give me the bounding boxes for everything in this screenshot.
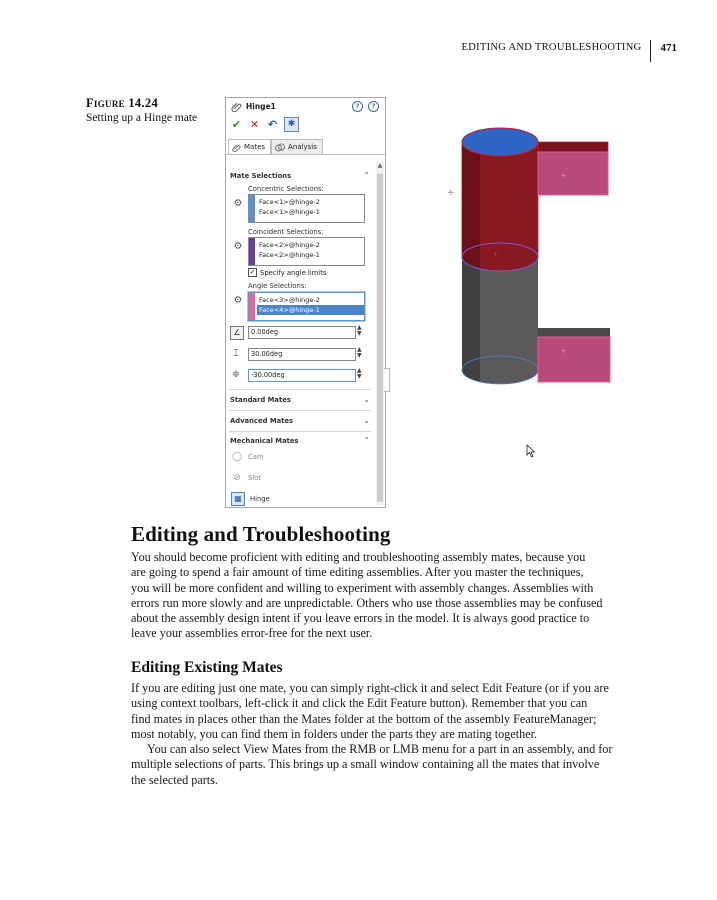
mech-item-label: Cam	[248, 453, 264, 461]
list-item[interactable]: Face<1>@hinge-1	[259, 208, 320, 216]
subsection-heading: Editing Existing Mates	[131, 659, 283, 676]
concentric-mate-icon: ⚙	[233, 198, 243, 209]
mechanical-mates-label: Mechanical Mates	[230, 437, 299, 445]
angle-input[interactable]: 0.00deg	[248, 326, 356, 339]
help-icon[interactable]: ?	[352, 101, 363, 112]
tab-analysis[interactable]	[271, 139, 323, 154]
section-heading: Editing and Troubleshooting	[131, 522, 391, 546]
divider	[229, 389, 371, 390]
list-item[interactable]: Face<3>@hinge-2	[259, 296, 320, 304]
panel-tabs	[228, 139, 323, 154]
max-angle-field-row	[230, 348, 368, 362]
upper-face-marker: +	[561, 173, 567, 180]
text-line: the selected parts.	[131, 772, 218, 787]
text-line: you will be more confident and willing to experiment with assembly changes. Assemblies with	[131, 580, 594, 595]
text-line: about the assembly design intent if you leave errors in the model. It is always good practice to	[131, 611, 590, 626]
lower-face-marker: +	[561, 348, 567, 355]
specify-angle-limits-row[interactable]	[248, 268, 326, 277]
coincident-color-bar	[249, 238, 255, 265]
page-number: 471	[660, 42, 677, 54]
text-line: using context toolbars, left-click it and click the Edit Feature button). Remember that you can	[131, 696, 588, 711]
scroll-up-arrow-icon[interactable]: ▲	[377, 162, 383, 169]
mouse-cursor-icon	[526, 444, 536, 458]
text-line: You can also select View Mates from the RMB or LMB menu for a part in an assembly, and for	[147, 742, 613, 757]
list-item[interactable]: Face<4>@hinge-1	[257, 305, 364, 315]
spinner-icon[interactable]: ▲ ▼	[357, 367, 362, 380]
undo-icon[interactable]: ↶	[267, 117, 278, 131]
text-line: find mates in places other than the Mates folder at the bottom of the assembly FeatureManager;	[131, 711, 597, 726]
paragraph-2	[131, 681, 661, 788]
text-line: If you are editing just one mate, you can simply right-click it and select Edit Feature (or if you are	[131, 681, 609, 695]
angle-color-bar	[249, 293, 255, 320]
figure-caption	[86, 96, 197, 126]
cam-icon: ◯	[231, 452, 243, 462]
pushpin-icon[interactable]: ✱	[284, 117, 299, 132]
upper-flange-face	[538, 152, 608, 195]
angle-label: Angle Selections:	[248, 282, 307, 290]
hinge-assembly-model	[440, 120, 640, 420]
coincident-label: Coincident Selections:	[248, 228, 324, 236]
angle-icon: ∠	[230, 326, 244, 340]
chevron-up-icon[interactable]: ⌃	[363, 171, 370, 180]
tab-analysis-label: Analysis	[288, 143, 317, 151]
slot-icon: ⊘	[233, 473, 241, 483]
mech-item-cam[interactable]	[231, 451, 264, 463]
info-icon[interactable]: ?	[368, 101, 379, 112]
text-line: leave your assemblies error-free for the next user.	[131, 626, 373, 641]
center-marker: +	[493, 251, 499, 258]
cancel-x-icon[interactable]: ✕	[249, 117, 260, 131]
standard-mates-header[interactable]	[230, 396, 370, 404]
concentric-selection-box[interactable]	[248, 194, 365, 223]
running-header	[462, 40, 677, 62]
specify-angle-label: Specify angle limits	[260, 268, 327, 277]
panel-title: Hinge1	[246, 102, 276, 111]
angle-mate-icon: ⚙	[233, 295, 243, 306]
mech-item-label: Slot	[248, 474, 262, 482]
upper-cylinder-shade	[462, 142, 480, 269]
header-divider	[650, 40, 651, 62]
advanced-mates-label: Advanced Mates	[230, 417, 294, 425]
figure-caption-text: Setting up a Hinge mate	[86, 112, 198, 124]
min-angle-field-row	[230, 369, 368, 383]
panel-scrollbar[interactable]	[376, 162, 384, 505]
divider	[229, 410, 371, 411]
chevron-down-icon[interactable]: ⌄	[363, 416, 370, 425]
paperclip-icon	[231, 101, 242, 112]
ok-check-icon[interactable]: ✔	[231, 117, 242, 131]
spinner-icon[interactable]: ▲ ▼	[357, 346, 362, 359]
mech-item-hinge[interactable]	[231, 492, 270, 506]
standard-mates-label: Standard Mates	[230, 396, 291, 404]
mates-paperclip-icon	[232, 143, 241, 152]
divider	[229, 431, 371, 432]
list-item[interactable]: Face<1>@hinge-2	[259, 198, 320, 206]
panel-toolbar	[230, 116, 299, 132]
lower-cylinder-shade	[462, 257, 480, 382]
tab-mates-label: Mates	[244, 143, 266, 151]
text-line: most notably, you can find them in folders under the parts they are mating together.	[131, 726, 538, 741]
analysis-icon	[275, 143, 285, 152]
list-item[interactable]: Face<2>@hinge-1	[259, 251, 320, 259]
panel-splitter-handle[interactable]	[384, 368, 390, 392]
angle-field-row	[230, 326, 368, 340]
origin-marker: +	[447, 188, 455, 198]
specify-angle-checkbox[interactable]: ✓	[249, 268, 256, 276]
concentric-color-bar	[249, 195, 255, 222]
tab-mates[interactable]	[228, 139, 271, 154]
max-limit-icon: ⌶	[233, 348, 239, 359]
max-angle-input[interactable]: 30.00deg	[248, 348, 356, 361]
angle-selection-box[interactable]	[248, 292, 365, 321]
mate-selections-label: Mate Selections	[230, 172, 292, 180]
mechanical-mates-header[interactable]	[230, 437, 370, 445]
spinner-icon[interactable]: ▲ ▼	[357, 324, 362, 337]
text-line: You should become proficient with editing and troubleshooting assembly mates, because you	[131, 550, 586, 564]
list-item[interactable]: Face<2>@hinge-2	[259, 241, 320, 249]
mech-item-label: Hinge	[250, 495, 270, 503]
min-angle-input[interactable]: -30.00deg	[248, 369, 356, 382]
tab-underline	[226, 154, 385, 155]
header-section-title: EDITING AND TROUBLESHOOTING	[461, 42, 642, 53]
upper-bore-face	[462, 128, 538, 156]
mate-property-manager	[225, 97, 386, 508]
text-line: multiple selections of parts. This brings up a small window containing all the mates that involve	[131, 757, 600, 772]
coincident-mate-icon: ⚙	[233, 241, 243, 252]
coincident-selection-box[interactable]	[248, 237, 365, 266]
text-line: are going to spend a fair amount of time editing assemblies. After you master the techniques,	[131, 565, 584, 580]
panel-title-row	[226, 98, 385, 114]
concentric-label: Concentric Selections:	[248, 185, 324, 193]
hinge-icon: ▦	[231, 492, 245, 506]
text-line: errors run more slowly and are unpredictable. Others who use those assemblies may be confused	[131, 595, 603, 610]
chevron-down-icon[interactable]: ⌄	[363, 395, 370, 404]
chevron-up-icon[interactable]: ⌃	[363, 436, 370, 445]
scroll-thumb[interactable]	[377, 174, 383, 502]
lower-flange-face	[538, 337, 610, 382]
mech-item-slot[interactable]	[231, 472, 261, 484]
mate-selections-header[interactable]	[230, 172, 370, 180]
figure-number: Figure 14.24	[86, 96, 158, 110]
min-limit-icon: ≑	[231, 369, 241, 380]
advanced-mates-header[interactable]	[230, 417, 370, 425]
paragraph-1	[131, 550, 661, 642]
